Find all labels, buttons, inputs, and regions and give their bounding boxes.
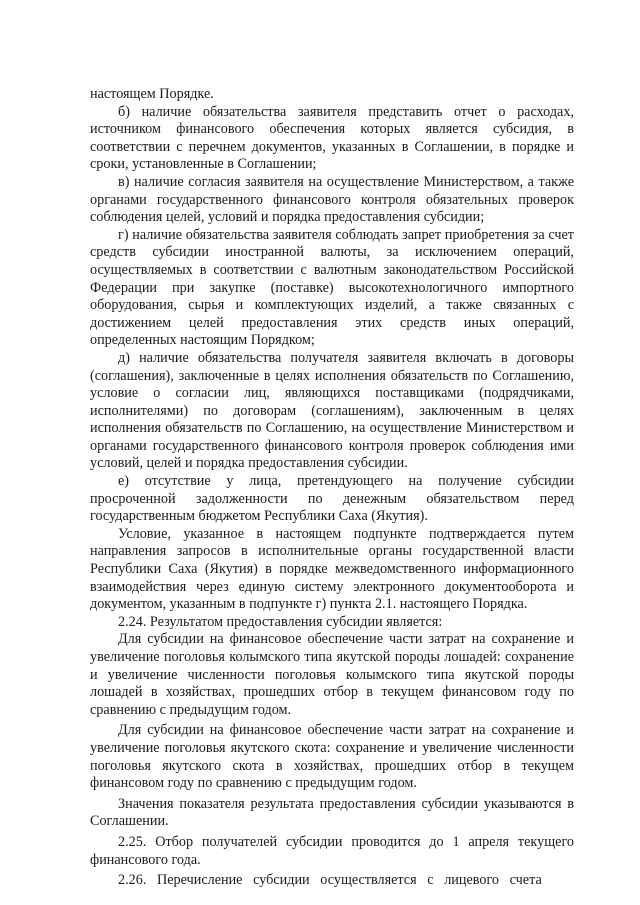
paragraph-cattle-result: Для субсидии на финансовое обеспечение части затрат на сохранение и увеличение поголовья якутского скота: сохранение и увеличение численности поголовья якутского скота в хозяйствах, прошедших отбор в текущем финансовом году по сравнению с предыдущим годом.: [90, 722, 574, 792]
paragraph-clause-2-25: 2.25. Отбор получателей субсидии проводится до 1 апреля текущего финансового года.: [90, 833, 574, 868]
paragraph-clause-2-26: 2.26. Перечисление субсидии осуществляется с лицевого счета: [118, 872, 542, 889]
document-body: [90, 86, 574, 890]
paragraph-item-v: в) наличие согласия заявителя на осуществление Министерством, а также органами государственного финансового контроля обязательных проверок соблюдения целей, условий и порядка предоставления субсидии;: [90, 173, 574, 226]
paragraph-item-g: г) наличие обязательства заявителя соблюдать запрет приобретения за счет средств субсидии иностранной валюты, за исключением операций, осуществляемых в соответствии с валютным законодательством Российской Федерации при закупке (поставке) высокотехнологичного импортного оборудования, сырья и комплектующих изделий, а также связанных с достижением целей предоставления этих средств иных операций, определенных настоящим Порядком;: [90, 226, 574, 349]
paragraph-horses-result: Для субсидии на финансовое обеспечение части затрат на сохранение и увеличение поголовья колымского типа якутской породы лошадей: сохранение и увеличение численности поголовья колымского типа якутской породы лошадей в хозяйствах, прошедших отбор в текущем финансовом году по сравнению с предыдущим годом.: [90, 631, 574, 718]
paragraph-result-values: Значения показателя результата предоставления субсидии указываются в Соглашении.: [90, 795, 574, 830]
paragraph-condition-note: Условие, указанное в настоящем подпункте подтверждается путем направления запросов в исполнительные органы государственной власти Республики Саха (Якутия) в порядке межведомственного информационного взаимодействия через единую систему электронного документооборота и документом, указанным в подпункте г) пункта 2.1. настоящего Порядка.: [90, 525, 574, 613]
paragraph-continuation: настоящем Порядке.: [90, 86, 214, 102]
paragraph-item-b: б) наличие обязательства заявителя представить отчет о расходах, источником финансового обеспечения которых является субсидия, в соответствии с перечнем документов, указанных в Соглашении, в порядке и сроки, установленные в Соглашении;: [90, 103, 574, 173]
paragraph-item-e: е) отсутствие у лица, претендующего на получение субсидии просроченной задолженности по денежным обязательством перед государственным бюджетом Республики Саха (Якутия).: [90, 473, 574, 525]
paragraph-clause-2-24: 2.24. Результатом предоставления субсидии является:: [118, 613, 443, 630]
paragraph-item-d: д) наличие обязательства получателя заявителя включать в договоры (соглашения), заключенные в целях исполнения обязательств по Соглашению, условие о согласии лиц, являющихся поставщиками (подрядчиками, исполнителями) по договорам (соглашениям), заключенным в целях исполнения обязательств по Соглашению, на осуществление Министерством и органами государственного финансового контроля проверок соблюдения ими условий, целей и порядка предоставления субсидии.: [90, 349, 574, 472]
